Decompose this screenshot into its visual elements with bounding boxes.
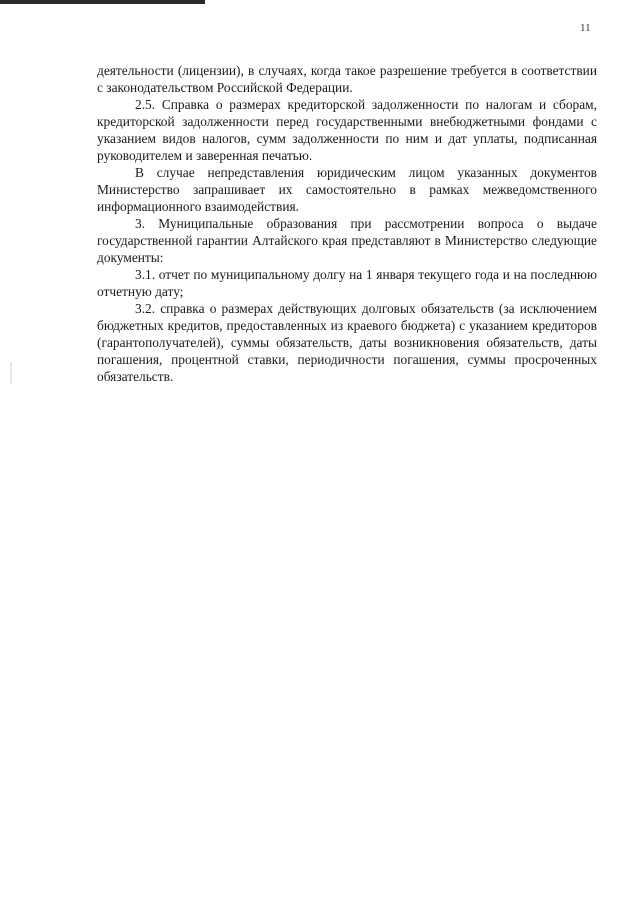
- paragraph-3: 3. Муниципальные образования при рассмотрении вопроса о выдаче государственной гарантии Алтайского края представляют в Министерство следующие документы:: [97, 216, 597, 265]
- scan-artifact: [10, 362, 12, 384]
- page-number: 11: [580, 22, 591, 34]
- document-body: [97, 62, 597, 385]
- top-border-line: [0, 0, 205, 4]
- paragraph-interagency-request: В случае непредставления юридическим лицом указанных документов Министерство запрашивает их самостоятельно в рамках межведомственного информационного взаимодействия.: [97, 165, 597, 214]
- paragraph-2-5: 2.5. Справка о размерах кредиторской задолженности по налогам и сборам, кредиторской задолженности перед государственными внебюджетными фондами с указанием видов налогов, сумм задолженности по ним и дат уплаты, подписанная руководителем и заверенная печатью.: [97, 97, 597, 163]
- paragraph-3-1: 3.1. отчет по муниципальному долгу на 1 января текущего года и на последнюю отчетную дату;: [97, 267, 597, 299]
- paragraph-3-2: 3.2. справка о размерах действующих долговых обязательств (за исключением бюджетных кредитов, предоставленных из краевого бюджета) с указанием кредиторов (гарантополучателей), суммы обязательств, даты возникновения обязательств, даты погашения, процентной ставки, периодичности погашения, суммы просроченных обязательств.: [97, 301, 597, 384]
- paragraph-licence-continuation: деятельности (лицензии), в случаях, когда такое разрешение требуется в соответствии с законодательством Российской Федерации.: [97, 63, 597, 95]
